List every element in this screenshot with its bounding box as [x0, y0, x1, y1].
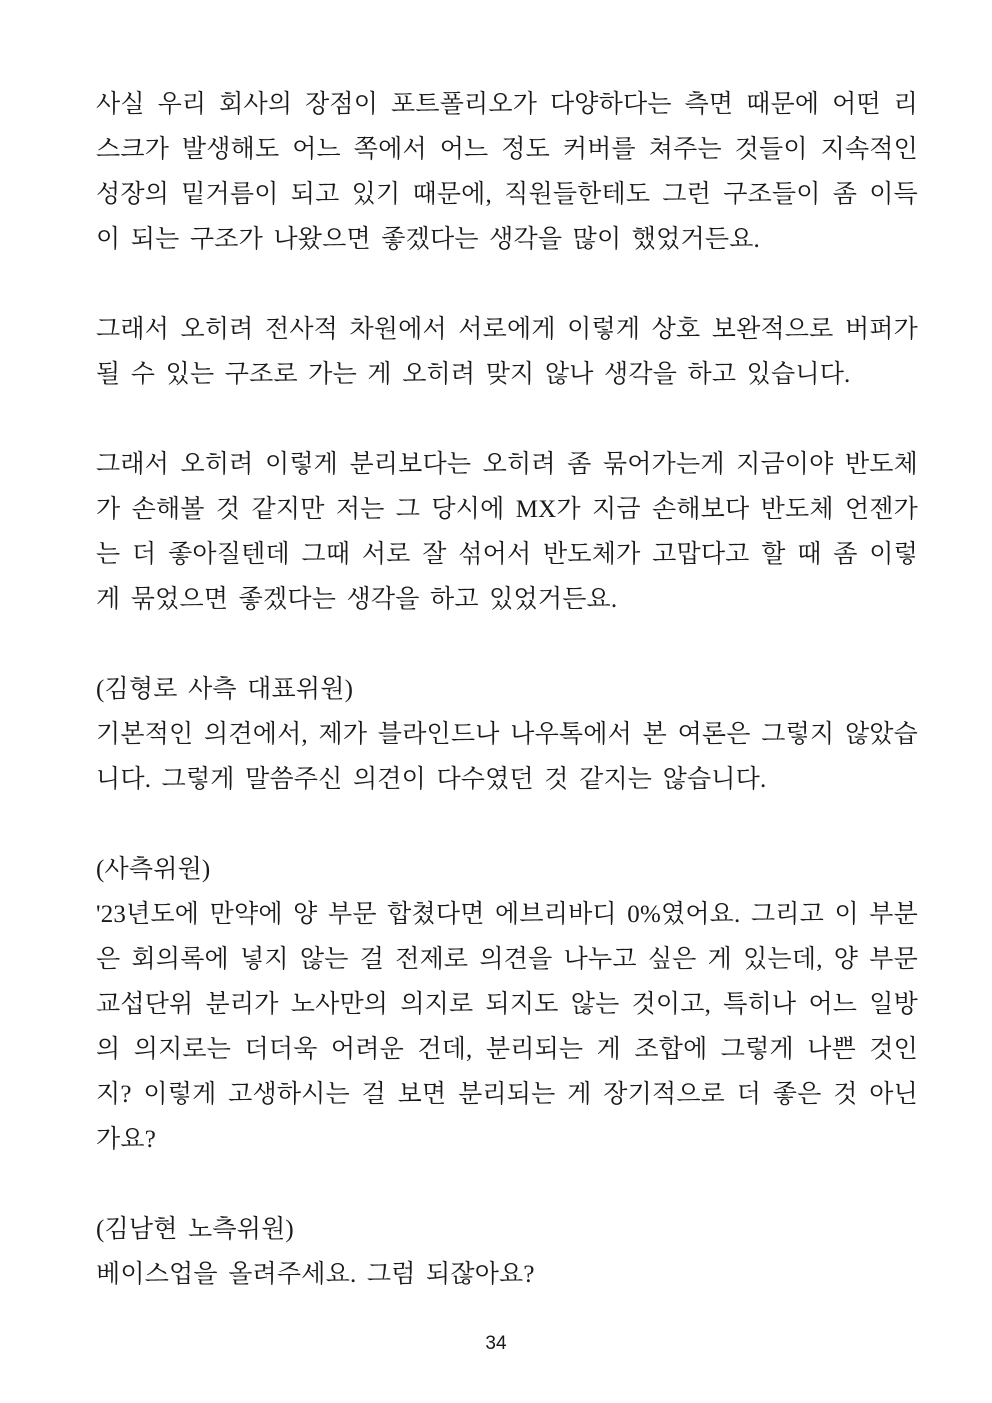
speaker-label: (김남현 노측위원): [96, 1216, 294, 1243]
speech-block: [96, 1207, 918, 1297]
speaker-label: (김형로 사측 대표위원): [96, 676, 354, 703]
paragraph-block: [96, 307, 918, 397]
speech-text: '23년도에 만약에 양 부문 합쳤다면 에브리바디 0%였어요. 그리고 이 부분은 회의록에 넣지 않는 걸 전제로 의견을 나누고 싶은 게 있는데, 양 부문 교섭단위 분리가 노사만의 의지로 되지도 않는 것이고, 특히나 어느 일방의 의지로는 더더욱 어려운 건데, 분리되는 게 조합에 그렇게 나쁜 것인지? 이렇게 고생하시는 걸 보면 분리되는 게 장기적으로 더 좋은 것 아닌가요?: [96, 901, 918, 1153]
speech-text: 기본적인 의견에서, 제가 블라인드나 나우톡에서 본 여론은 그렇지 않았습니다. 그렇게 말씀주신 의견이 다수였던 것 같지는 않습니다.: [96, 721, 918, 793]
speaker-label: (사측위원): [96, 856, 211, 883]
paragraph-block: [96, 82, 918, 262]
paragraph-text: 그래서 오히려 이렇게 분리보다는 오히려 좀 묶어가는게 지금이야 반도체가 손해볼 것 같지만 저는 그 당시에 MX가 지금 손해보다 반도체 언젠가는 더 좋아질텐데 그때 서로 잘 섞어서 반도체가 고맙다고 할 때 좀 이렇게 묶었으면 좋겠다는 생각을 하고 있었거든요.: [96, 451, 918, 613]
paragraph-text: 사실 우리 회사의 장점이 포트폴리오가 다양하다는 측면 때문에 어떤 리스크가 발생해도 어느 쪽에서 어느 정도 커버를 쳐주는 것들이 지속적인 성장의 밑거름이 되고 있기 때문에, 직원들한테도 그런 구조들이 좀 이득이 되는 구조가 나왔으면 좋겠다는 생각을 많이 했었거든요.: [96, 91, 918, 253]
speech-text: 베이스업을 올려주세요. 그럼 되잖아요?: [96, 1261, 535, 1288]
page-number: 34: [485, 1333, 507, 1354]
speech-block: [96, 847, 918, 1162]
speech-block: [96, 667, 918, 802]
paragraph-block: [96, 442, 918, 622]
paragraph-text: 그래서 오히려 전사적 차원에서 서로에게 이렇게 상호 보완적으로 버퍼가 될 수 있는 구조로 가는 게 오히려 맞지 않나 생각을 하고 있습니다.: [96, 316, 918, 388]
